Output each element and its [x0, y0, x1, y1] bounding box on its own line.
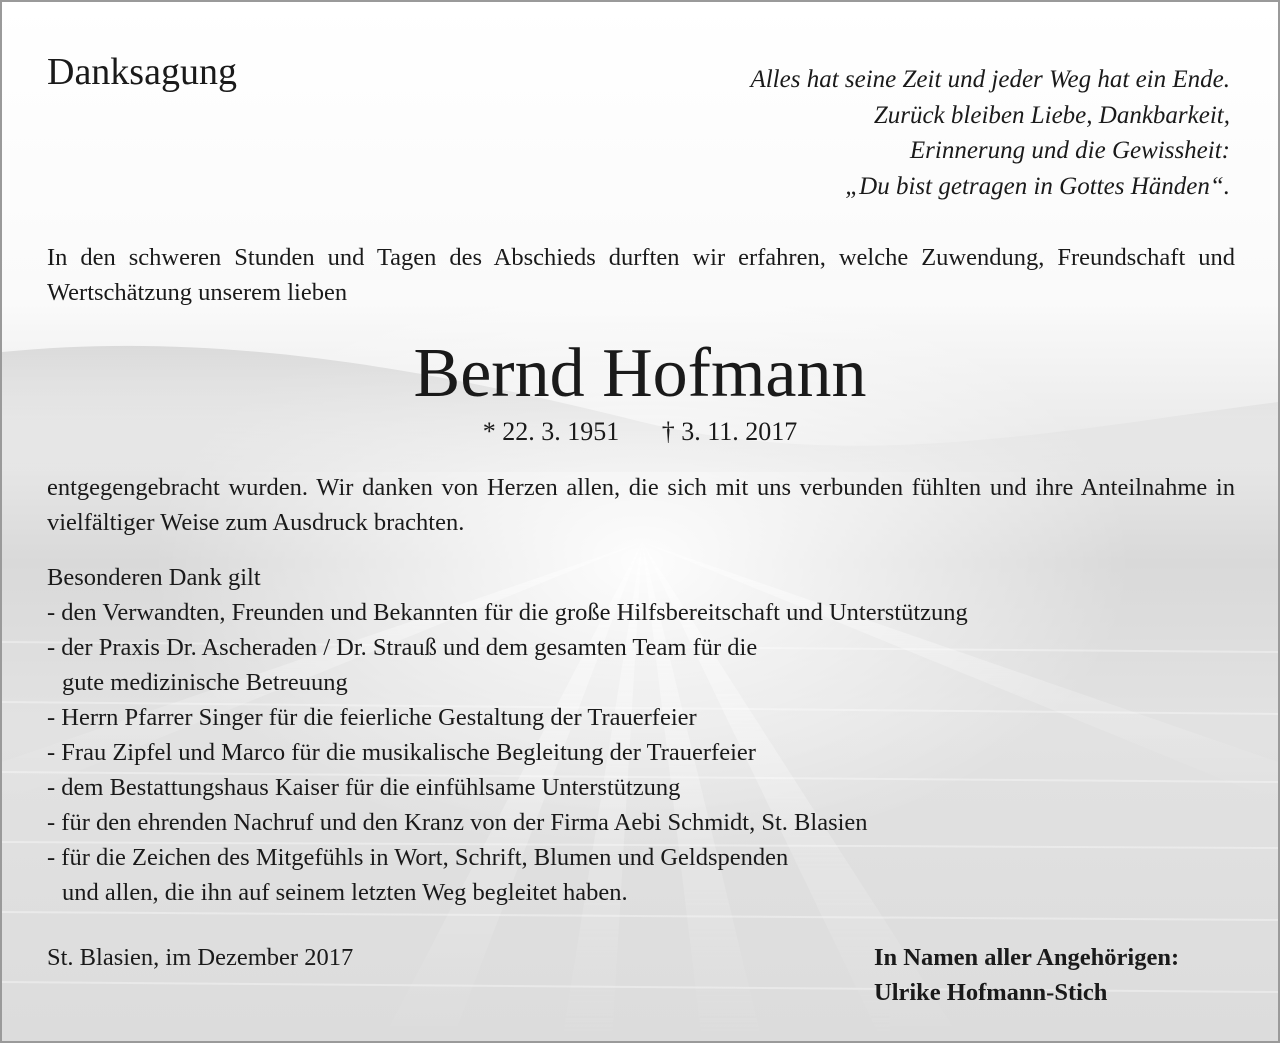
quote-block — [750, 62, 1230, 204]
signature-block — [874, 940, 1179, 1010]
special-thanks-list — [47, 560, 968, 910]
list-item: - dem Bestattungshaus Kaiser für die einfühlsame Unterstützung — [47, 774, 681, 801]
life-dates — [2, 417, 1278, 447]
death-date: † 3. 11. 2017 — [661, 417, 798, 446]
list-item: - für die Zeichen des Mitgefühls in Wort, Schrift, Blumen und Geldspenden — [47, 844, 789, 871]
quote-line: Zurück bleiben Liebe, Dankbarkeit, — [873, 101, 1230, 129]
place-and-date: St. Blasien, im Dezember 2017 — [47, 944, 354, 971]
quote-line: Alles hat seine Zeit und jeder Weg hat ein Ende. — [750, 66, 1230, 93]
list-item: - für den ehrenden Nachruf und den Kranz von der Firma Aebi Schmidt, St. Blasien — [47, 809, 868, 836]
intro-paragraph: In den schweren Stunden und Tagen des Abschieds durften wir erfahren, welche Zuwendung, Freundschaft und Wertschätzung unserem lieben — [47, 244, 1235, 306]
birth-date: * 22. 3. 1951 — [482, 417, 620, 446]
thanks-paragraph: entgegengebracht wurden. Wir danken von Herzen allen, die sich mit uns verbunden fühlten und ihre Anteilnahme in vielfältiger Weise zum Ausdruck brachten. — [47, 474, 1235, 536]
heading-danksagung: Danksagung — [47, 51, 237, 93]
quote-line: Erinnerung und die Gewissheit: — [909, 137, 1230, 164]
list-item: - den Verwandten, Freunden und Bekannten für die große Hilfsbereitschaft und Unterstützung — [47, 599, 968, 626]
list-item: - Herrn Pfarrer Singer für die feierliche Gestaltung der Trauerfeier — [47, 704, 697, 731]
list-item: gute medizinische Betreuung — [62, 669, 348, 696]
quote-line: „Du bist getragen in Gottes Händen“. — [845, 172, 1230, 200]
special-thanks-heading: Besonderen Dank gilt — [47, 564, 261, 591]
signature-line: In Namen aller Angehörigen: — [874, 944, 1180, 971]
deceased-name: Bernd Hofmann — [413, 335, 867, 412]
list-item: und allen, die ihn auf seinem letzten Weg begleitet haben. — [62, 879, 628, 906]
signature-name: Ulrike Hofmann-Stich — [874, 979, 1108, 1006]
list-item: - Frau Zipfel und Marco für die musikalische Begleitung der Trauerfeier — [47, 739, 756, 766]
list-item: - der Praxis Dr. Ascheraden / Dr. Strauß und dem gesamten Team für die — [47, 634, 758, 661]
